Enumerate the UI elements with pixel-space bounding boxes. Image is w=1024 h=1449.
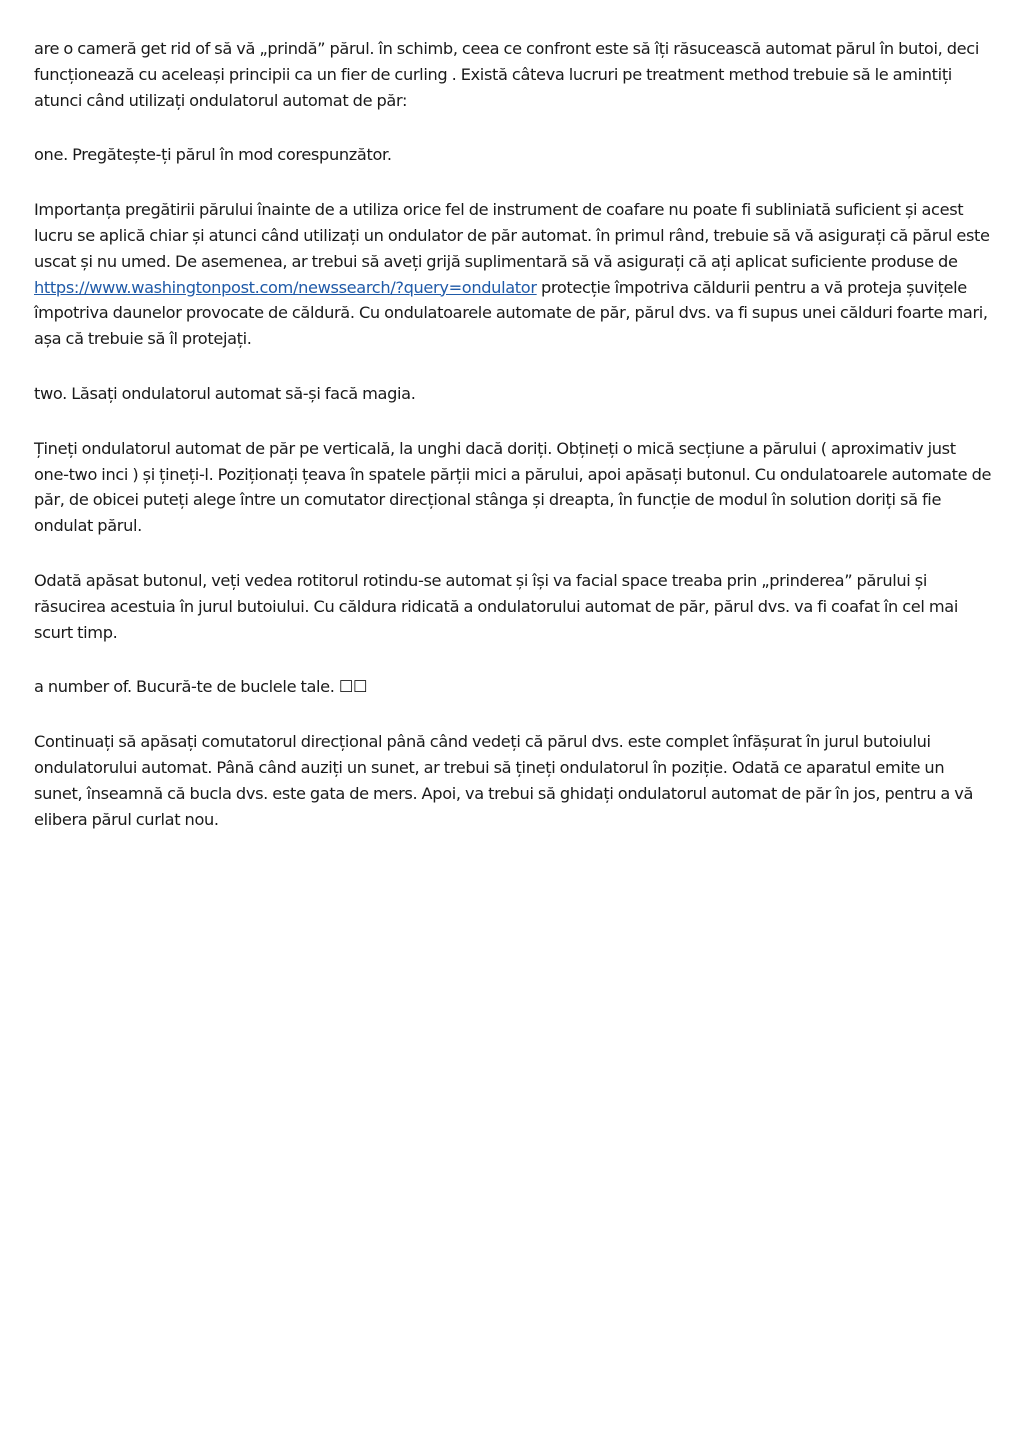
paragraph-preparation-text-start: Importanța pregătirii părului înainte de a utiliza orice fel de instrument de coafare nu poate fi subliniată suficient și acest lucru se aplică chiar și atunci când utilizați un ondulator de păr automat. în primul rând, trebuie să vă asigurați că părul este uscat și nu umed. De asemenea, ar trebui să aveți grijă suplimentară să vă asigurați că ați aplicat suficiente produse de xyxy=(34,200,990,271)
document-body xyxy=(34,36,992,861)
paragraph-holding: Țineți ondulatorul automat de păr pe verticală, la unghi dacă doriți. Obțineți o mică secțiune a părului ( aproximativ just one-two inci ) și țineți-l. Poziționați țeava în spatele părții mici a părului, apoi apăsați butonul. Cu ondulatoarele automate de păr, de obicei puteți alege între un comutator direcțional stânga și dreapta, în funcție de modul în solution doriți să fie ondulat părul. xyxy=(34,438,992,536)
paragraph-button: Odată apăsat butonul, veți vedea rotitorul rotindu-se automat și își va facial space treaba prin „prinderea” părului și răsucirea acestuia în jurul butoiului. Cu căldura ridicată a ondulatorului automat de păr, părul dvs. va fi coafat în cel mai scurt timp. xyxy=(34,570,958,642)
paragraph-continue: Continuați să apăsați comutatorul direcțional până când vedeți că părul dvs. este complet înfășurat în jurul butoiului ondulatorului automat. Până când auziți un sunet, ar trebui să țineți ondulatorul în poziție. Odată ce aparatul emite un sunet, înseamnă că bucla dvs. este gata de mers. Apoi, va trebui să ghidați ondulatorul automat de păr în jos, pentru a vă elibera părul curlat nou. xyxy=(34,732,974,829)
paragraph-preparation xyxy=(34,197,992,352)
step-heading-three: a number of. Bucură-te de buclele tale. ☐☐ xyxy=(34,677,368,697)
paragraph-intro: are o cameră get rid of să vă „prindă” părul. în schimb, ceea ce confront este să îți răsucească automat părul în butoi, deci funcționează cu aceleași principii ca un fier de curling . Există câteva lucruri pe treatment method trebuie să le amintiți atunci când utilizați ondulatorul automat de păr: xyxy=(34,39,979,110)
washingtonpost-search-link[interactable]: https://www.washingtonpost.com/newssearch/?query=ondulator xyxy=(34,277,537,297)
paragraph-preparation-text-end: protecție împotriva căldurii pentru a vă proteja șuvițele împotriva daunelor provocate de căldură. Cu ondulatoarele automate de păr, părul dvs. va fi supus unei călduri foarte mari, așa că trebuie să îl protejați. xyxy=(34,277,988,349)
step-heading-one: one. Pregătește-ți părul în mod corespunzător. xyxy=(34,145,392,165)
step-heading-two: two. Lăsați ondulatorul automat să-și facă magia. xyxy=(34,383,416,403)
